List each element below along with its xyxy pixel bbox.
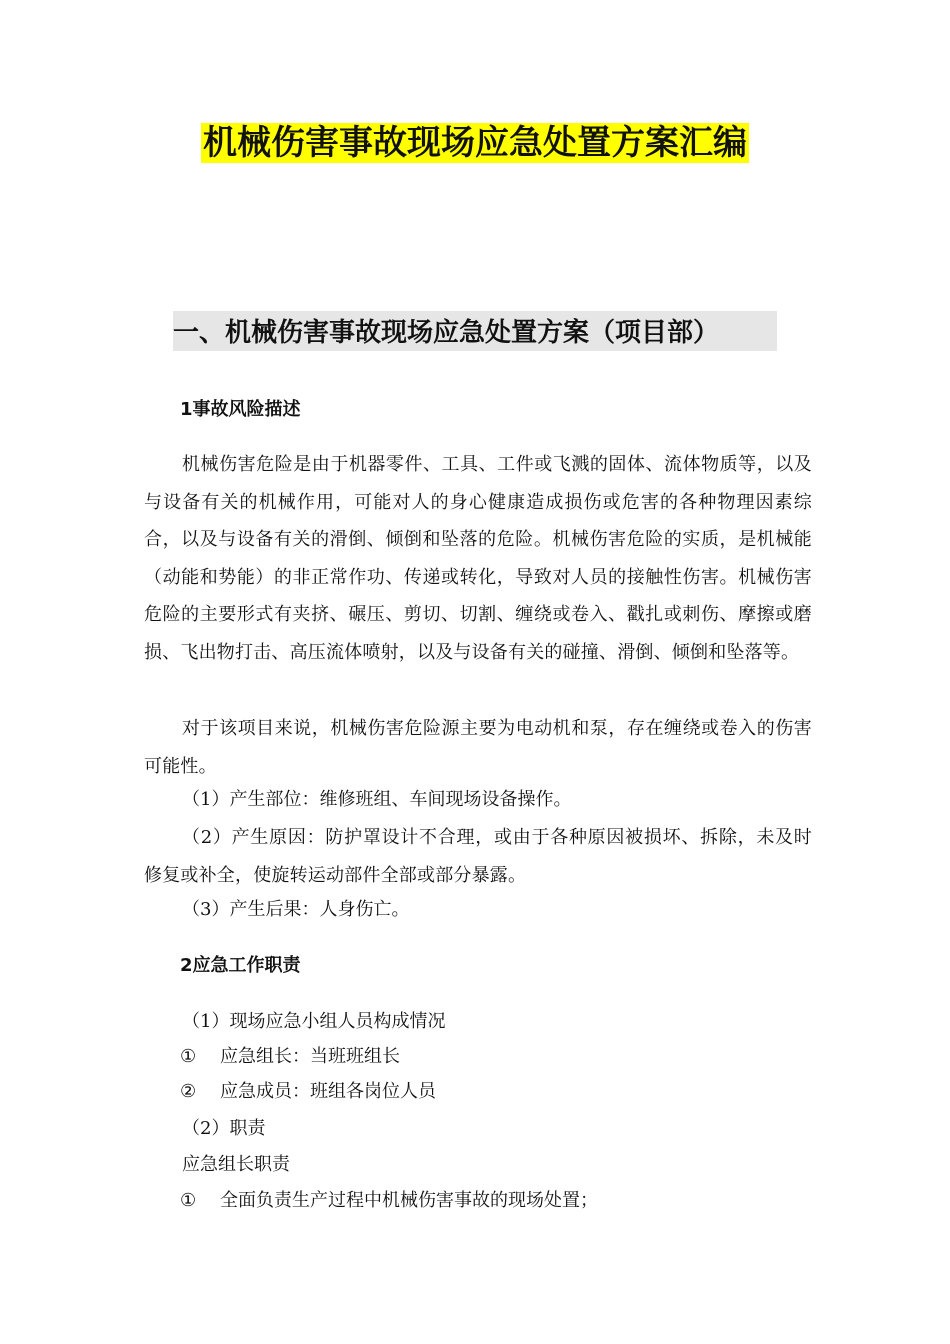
heading-risk-description: 1事故风险描述 [180,399,301,420]
document-title [0,118,950,168]
item-consequence: （3）产生后果：人身伤亡。 [182,899,410,920]
list-marker: ① [180,1046,197,1067]
list-item-text: 应急成员：班组各岗位人员 [220,1081,436,1102]
list-item-text: 应急组长：当班班组长 [220,1046,400,1067]
section-title: 一、机械伤害事故现场应急处置方案（项目部） [173,311,777,351]
item-cause: （2）产生原因：防护罩设计不合理，或由于各种原因被损坏、拆除，未及时修复或补全，使旋转运动部件全部或部分暴露。 [144,827,812,886]
list-marker: ② [180,1081,197,1102]
document-title-text: 机械伤害事故现场应急处置方案汇编 [203,123,747,163]
list-item-team-leader [180,1045,400,1069]
paragraph-project-hazard: 对于该项目来说，机械伤害危险源主要为电动机和泵，存在缠绕或卷入的伤害可能性。 [144,718,812,777]
list-marker: ① [180,1190,197,1211]
list-item-duty-1 [180,1189,598,1213]
heading-emergency-duties: 2应急工作职责 [180,955,301,976]
list-item-text: 全面负责生产过程中机械伤害事故的现场处置； [220,1190,598,1211]
item-location: （1）产生部位：维修班组、车间现场设备操作。 [182,789,572,810]
sub-team-composition: （1）现场应急小组人员构成情况 [182,1011,446,1032]
paragraph-risk-description: 机械伤害危险是由于机器零件、工具、工件或飞溅的固体、流体物质等，以及与设备有关的机械作用，可能对人的身心健康造成损伤或危害的各种物理因素综合，以及与设备有关的滑倒、倾倒和坠落的危险。机械伤害危险的实质，是机械能（动能和势能）的非正常作功、传递或转化，导致对人员的接触性伤害。机械伤害危险的主要形式有夹挤、碾压、剪切、切割、缠绕或卷入、戳扎或刺伤、摩擦或磨损、飞出物打击、高压流体喷射，以及与设备有关的碰撞、滑倒、倾倒和坠落等。 [144,454,812,663]
sub-duties: （2）职责 [182,1118,266,1139]
leader-duty-title: 应急组长职责 [182,1154,290,1175]
list-item-team-members [180,1080,436,1104]
